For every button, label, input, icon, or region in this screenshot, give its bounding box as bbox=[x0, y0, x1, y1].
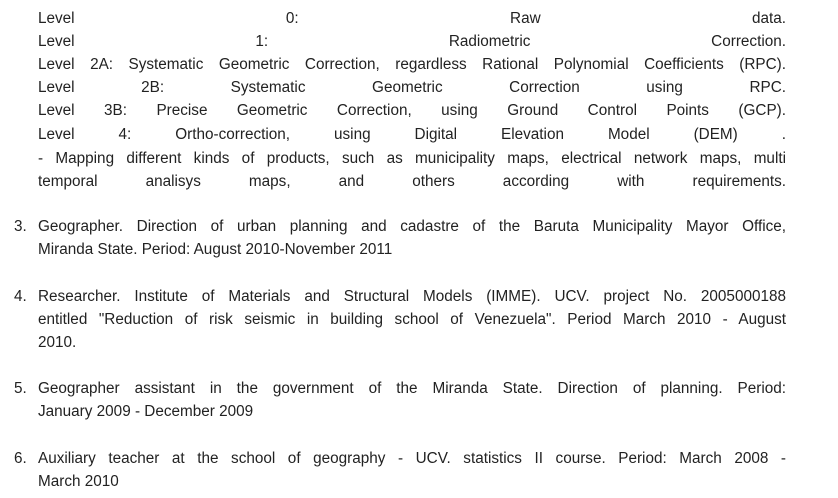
item-line: Geographer assistant in the government of the Miranda State. Direction of planning. Period: bbox=[38, 380, 786, 397]
item-line: Miranda State. Period: August 2010-November 2011 bbox=[38, 241, 393, 258]
item-number: 6. bbox=[14, 450, 27, 467]
item-number: 5. bbox=[14, 380, 27, 397]
item-line: Auxiliary teacher at the school of geography - UCV. statistics II course. Period: March 2008 - bbox=[38, 450, 786, 467]
level-4-line: Level 4: Ortho-correction, using Digital Elevation Model (DEM) . bbox=[38, 126, 786, 143]
item-line: Researcher. Institute of Materials and Structural Models (IMME). UCV. project No. 2005000188 bbox=[38, 288, 786, 305]
item-line: March 2010 bbox=[38, 473, 119, 490]
level-2a-line: Level 2A: Systematic Geometric Correction, regardless Rational Polynomial Coefficients (RPC). bbox=[38, 56, 786, 73]
mapping-line-2: temporal analisys maps, and others according with requirements. bbox=[38, 173, 786, 190]
level-3b-line: Level 3B: Precise Geometric Correction, using Ground Control Points (GCP). bbox=[38, 102, 786, 119]
item-number: 4. bbox=[14, 288, 27, 305]
level-2b-line: Level 2B: Systematic Geometric Correction using RPC. bbox=[38, 79, 786, 96]
item-line: January 2009 - December 2009 bbox=[38, 403, 254, 420]
item-line: 2010. bbox=[38, 334, 77, 351]
item-line: entitled "Reduction of risk seismic in building school of Venezuela". Period March 2010 - August bbox=[38, 311, 786, 328]
level-0-line: Level 0: Raw data. bbox=[38, 10, 786, 27]
item-line: Geographer. Direction of urban planning and cadastre of the Baruta Municipality Mayor Office, bbox=[38, 218, 786, 235]
mapping-line-1: - Mapping different kinds of products, such as municipality maps, electrical network maps, multi bbox=[38, 150, 786, 167]
level-1-line: Level 1: Radiometric Correction. bbox=[38, 33, 786, 50]
item-number: 3. bbox=[14, 218, 27, 235]
